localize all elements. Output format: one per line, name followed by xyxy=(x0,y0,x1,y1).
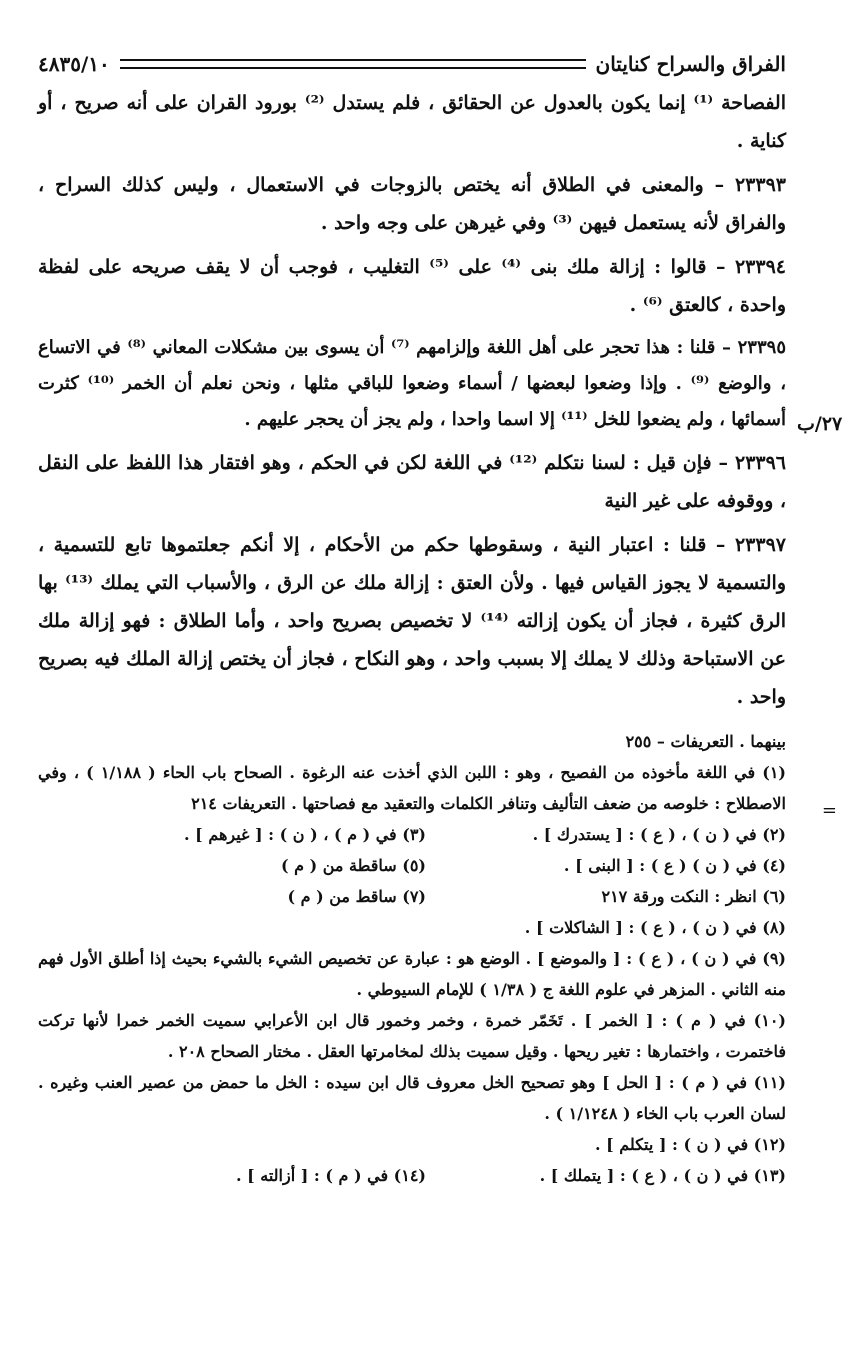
footnote-14: (١٤) في ( م ) : [ أزالته ] . xyxy=(235,1166,426,1185)
footnote-9: (٩) في ( ن ) ، ( ع ) : [ والموضع ] . الوضع هو : عبارة عن تخصيص الشيء بالشيء بحيث إذا أطلق الأول فهم منه الثاني . المزهر في علوم اللغة ج ( ١/٣٨ ) للإمام السيوطي . xyxy=(38,949,786,999)
footnote-row xyxy=(38,1160,786,1191)
paragraph-text: – قالوا : إزالة ملك بنى ⁽⁴⁾ على ⁽⁵⁾ التغليب ، فوجب أن لا يقف صريحه على لفظة واحدة ، كالعتق ⁽⁶⁾ . xyxy=(38,256,786,316)
footnote-row xyxy=(38,819,786,850)
paragraph-23393 xyxy=(38,166,786,242)
header-rule xyxy=(120,59,586,69)
paragraph-number: ٢٣٣٩٤ xyxy=(734,256,786,278)
footnote-3: (٣) في ( م ) ، ( ن ) : [ غيرهم ] . xyxy=(184,825,426,844)
footnote-row xyxy=(38,1129,786,1160)
page xyxy=(38,44,786,1191)
running-header xyxy=(38,44,786,84)
footnote-12: (١٢) في ( ن ) : [ يتكلم ] . xyxy=(594,1135,786,1154)
footnote-8: (٨) في ( ن ) ، ( ع ) : [ الشاكلات ] . xyxy=(524,918,786,937)
footnote-continuation-mark: = xyxy=(821,800,837,821)
footnote-4: (٤) في ( ن ) ( ع ) : [ البنى ] . xyxy=(563,856,786,875)
footnote-row xyxy=(38,881,786,912)
margin-folio-note: ٢٧/ب xyxy=(797,413,843,435)
footnotes xyxy=(38,726,786,1191)
footnote-6: (٦) انظر : النكت ورقة ٢١٧ xyxy=(601,887,786,906)
paragraph-number: ٢٣٣٩٦ xyxy=(734,452,787,474)
footnote-10: (١٠) في ( م ) : [ الخمر ] . تَخَمّر خمرة ، وخمر وخمور قال ابن الأعرابي سميت الخمر خمرا لأنها تركت فاختمرت ، واختمارها : تغير ريحها . وقيل سميت بذلك لمخامرتها العقل . مختار الصحاح ٢٠٨ . xyxy=(38,1011,786,1061)
paragraph-23397 xyxy=(38,526,786,716)
footnote-2: (٢) في ( ن ) ، ( ع ) : [ يستدرك ] . xyxy=(532,825,786,844)
footnote-13: (١٣) في ( ن ) ، ( ع ) : [ يتملك ] . xyxy=(539,1166,786,1185)
footnote-carryover: بينهما . التعريفات – ٢٥٥ xyxy=(625,732,786,751)
paragraph-text: – والمعنى في الطلاق أنه يختص بالزوجات في الاستعمال ، وليس كذلك السراح ، والفراق لأنه يستعمل فيهن ⁽³⁾ وفي غيرهن على وجه واحد . xyxy=(38,174,786,234)
header-title: الفراق والسراح كنايتان xyxy=(595,52,786,76)
paragraph-23394 xyxy=(38,248,786,324)
paragraph-number: ٢٣٣٩٧ xyxy=(734,534,786,556)
footnote-7: (٧) ساقط من ( م ) xyxy=(287,887,426,906)
paragraph-text: – قلنا : هذا تحجر على أهل اللغة وإلزامهم ⁽⁷⁾ أن يسوى بين مشكلات المعاني ⁽⁸⁾ في الاتساع ، والوضع ⁽⁹⁾ . وإذا وضعوا لبعضها / أسماء وضعوا للباقي مثلها ، ونحن نعلم أن الخمر ⁽¹⁰⁾ كثرت أسمائها ، ولم يضعوا للخل ⁽¹¹⁾ إلا اسما واحدا ، ولم يجز أن يحجر عليهم . xyxy=(38,337,787,430)
paragraph-number: ٢٣٣٩٥ xyxy=(737,337,786,358)
paragraph-23396 xyxy=(38,444,786,520)
paragraph-23395 xyxy=(38,330,786,438)
footnote-11: (١١) في ( م ) : [ الحل ] وهو تصحيح الخل معروف قال ابن سيده : الخل ما حمض من عصير العنب وغيره . لسان العرب باب الخاء ( ١/١٢٤٨ ) . xyxy=(38,1073,786,1123)
header-page-ref: ٤٨٣٥/١٠ xyxy=(38,52,110,76)
paragraph-text: – فإن قيل : لسنا نتكلم ⁽¹²⁾ في اللغة لكن في الحكم ، وهو افتقار هذا اللفظ على النقل ، ووقوفه على غير النية xyxy=(38,452,786,512)
footnote-5: (٥) ساقطة من ( م ) xyxy=(280,856,426,875)
footnote-row xyxy=(38,850,786,881)
footnote-1: (١) في اللغة مأخوذه من الفصيح ، وهو : اللبن الذي أخذت عنه الرغوة . الصحاح باب الحاء ( ١/١٨٨ ) ، وفي الاصطلاح : خلوصه من ضعف التأليف وتنافر الكلمات والتعقيد مع فصاحتها . التعريفات ٢١٤ xyxy=(38,763,786,813)
paragraph-text: – قلنا : اعتبار النية ، وسقوطها حكم من الأحكام ، إلا أنكم جعلتموها تابع للتسمية ، والتسمية لا يجوز القياس فيها . ولأن العتق : إزالة ملك عن الرق ، والأسباب التي يملك ⁽¹³⁾ بها الرق كثيرة ، فجاز أن يكون إزالته ⁽¹⁴⁾ لا تخصيص بصريح واحد ، وأما الطلاق : فهو إزالة ملك عن الاستباحة وذلك لا يملك إلا بسبب واحد ، وهو النكاح ، فجاز أن يختص إزالة الملك فيه بصريح واحد . xyxy=(38,534,786,708)
paragraph-number: ٢٣٣٩٣ xyxy=(734,174,786,196)
paragraph-continuation xyxy=(38,84,786,160)
paragraph-text: الفصاحة ⁽¹⁾ إنما يكون بالعدول عن الحقائق ، فلم يستدل ⁽²⁾ بورود القران على أنه صريح ، أو كناية . xyxy=(38,92,786,152)
